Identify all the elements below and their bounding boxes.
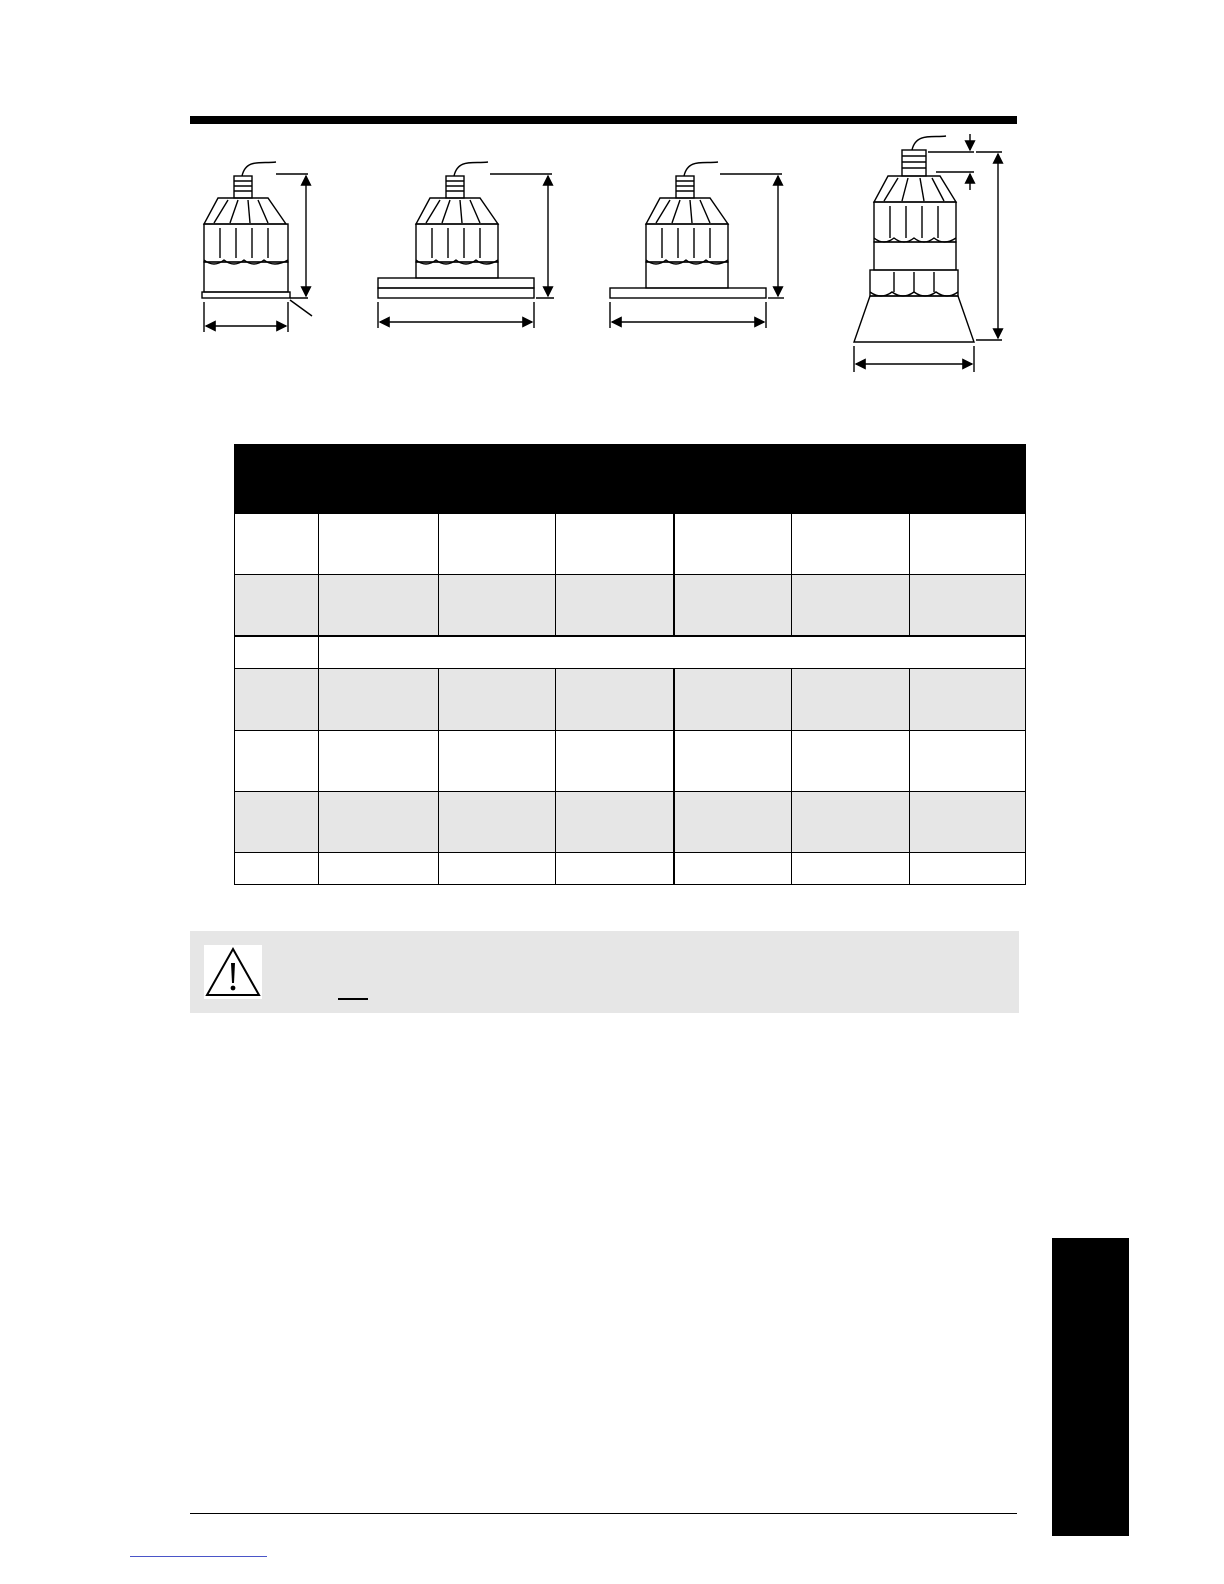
- table-row: [235, 669, 1026, 730]
- dimensions-table: [234, 444, 1026, 885]
- footer-link-underline[interactable]: [130, 1556, 267, 1557]
- table-row: [235, 514, 1026, 575]
- caution-emphasis-underline: [338, 998, 368, 1000]
- footer-rule: [190, 1513, 1017, 1514]
- sensor-horn-extension: [854, 134, 1002, 372]
- table-row: [235, 730, 1026, 791]
- sensor-flange-mount-b: [610, 162, 784, 328]
- table-header-row: [235, 445, 1026, 514]
- table-row: [235, 575, 1026, 637]
- header-rule: [190, 116, 1017, 124]
- section-tab: [1052, 1238, 1129, 1536]
- sensor-drawings: [190, 128, 1020, 378]
- sensor-standard-housing: [202, 162, 312, 332]
- caution-notice: [190, 931, 1019, 1013]
- table-row: [235, 636, 1026, 669]
- warning-triangle-icon: [204, 945, 262, 999]
- table-row: [235, 852, 1026, 884]
- sensor-flange-mount-a: [378, 162, 554, 328]
- table-row: [235, 791, 1026, 852]
